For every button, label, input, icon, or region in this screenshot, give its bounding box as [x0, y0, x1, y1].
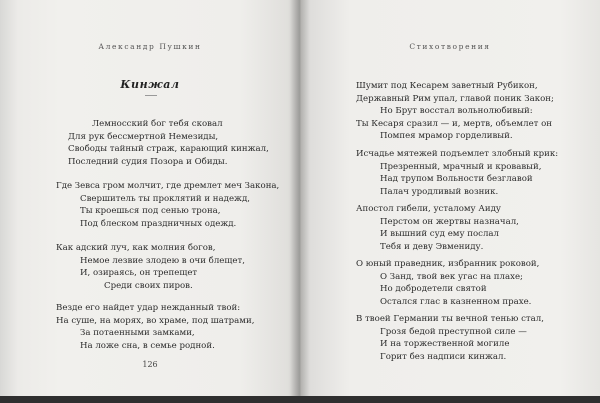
verse-line: Свершитель ты проклятий и надежд,	[80, 193, 250, 204]
verse-line: Державный Рим упал, главой поник Закон;	[356, 93, 554, 104]
verse-line: Ты Кесаря сразил — и, мертв, объемлет он	[356, 118, 553, 129]
verse-line: Но Брут восстал вольнолюбивый:	[380, 106, 533, 117]
right-page	[300, 0, 600, 398]
stanza-4	[56, 302, 254, 352]
verse-line: Как адский луч, как молния богов,	[56, 243, 216, 253]
stanza-1	[68, 118, 269, 168]
verse-line: Перстом он жертвы назначал,	[380, 216, 519, 227]
verse-line: О Занд, твой век угас на плахе;	[380, 271, 523, 282]
verse-line: Над трупом Вольности безглавой	[380, 174, 533, 185]
verse-line: И вышний суд ему послал	[380, 229, 500, 240]
verse-line: О юный праведник, избранник роковой,	[356, 259, 540, 269]
verse-line: Помпея мрамор горделивый.	[380, 131, 513, 142]
verse-line: Среди своих пиров.	[104, 280, 193, 291]
verse-line: На ложе сна, в семье родной.	[80, 340, 215, 351]
verse-line: Но добродетели святой	[380, 284, 487, 295]
running-head-section: Стихотворения	[409, 42, 491, 51]
stanza-8	[356, 258, 539, 308]
stanza-9	[356, 313, 544, 363]
verse-line: Везде его найдет удар нежданный твой:	[56, 303, 241, 313]
stanza-5	[356, 80, 554, 143]
title-divider	[145, 95, 157, 96]
verse-line: Горит без надписи кинжал.	[380, 351, 507, 362]
stanza-7	[356, 203, 519, 253]
verse-line: И на торжественной могиле	[380, 339, 510, 350]
book-gutter	[290, 0, 310, 398]
running-head-author: Александр Пушкин	[98, 42, 202, 51]
verse-line: Тебя и деву Эвмениду.	[380, 241, 484, 252]
verse-line: Где Зевса гром молчит, где дремлет меч Закона,	[56, 181, 280, 191]
verse-line: Палач уродливый возник.	[380, 186, 499, 197]
verse-line: В твоей Германии ты вечной тенью стал,	[356, 314, 544, 324]
verse-line: Апостол гибели, усталому Аиду	[356, 204, 501, 214]
verse-line: Последний судия Позора и Обиды.	[68, 156, 228, 167]
verse-line: Свободы тайный страж, карающий кинжал,	[68, 144, 269, 155]
verse-line: И, озираясь, он трепещет	[80, 268, 198, 279]
verse-line: Под блеском праздничных одежд.	[80, 218, 237, 229]
poem-title: Кинжал	[120, 78, 180, 91]
stanza-6	[356, 148, 558, 198]
stanza-3	[56, 242, 245, 292]
left-page	[0, 0, 300, 398]
verse-line: За потаенными замками,	[80, 328, 195, 339]
stanza-2	[56, 180, 279, 230]
verse-line: На суше, на морях, во храме, под шатрами,	[56, 315, 255, 326]
verse-line: Презренный, мрачный и кровавый,	[380, 161, 542, 172]
background-edge	[0, 396, 600, 403]
verse-line: Шумит под Кесарем заветный Рубикон,	[356, 81, 538, 91]
verse-line: Немое лезвие злодею в очи блещет,	[80, 255, 245, 266]
verse-line: Грозя бедой преступной силе —	[380, 326, 527, 337]
verse-line: Лемносский бог тебя сковал	[92, 119, 223, 129]
verse-line: Ты кроешься под сенью трона,	[80, 206, 221, 217]
verse-line: Для рук бессмертной Немезиды,	[68, 131, 219, 142]
verse-line: Исчадье мятежей подъемлет злобный крик:	[356, 149, 559, 159]
page-number: 126	[142, 360, 158, 369]
verse-line: Остался глас в казненном прахе.	[380, 296, 532, 307]
